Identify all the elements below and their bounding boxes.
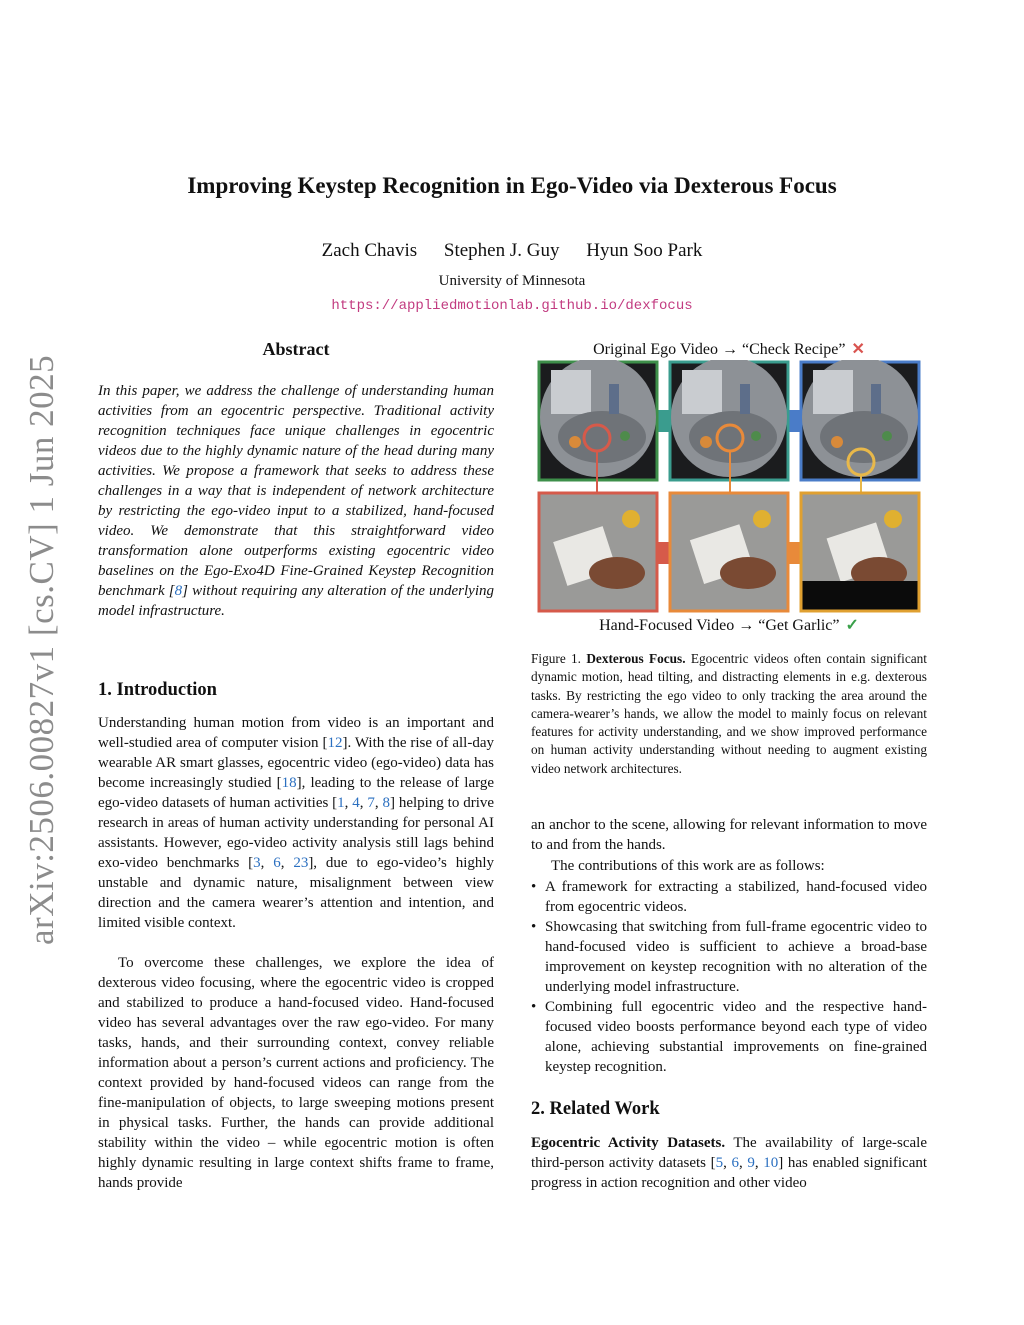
contributions-list (531, 877, 927, 1077)
author-name: Stephen J. Guy (443, 240, 560, 261)
object-item (569, 436, 581, 448)
black-padding (803, 581, 918, 610)
object-item (882, 431, 892, 441)
paragraph-text: , (754, 1155, 764, 1171)
citation-link[interactable]: 8 (174, 583, 183, 599)
check-icon: ✓ (845, 617, 859, 634)
object-item (831, 436, 843, 448)
counter-surface (558, 411, 646, 463)
citation-link[interactable]: 7 (367, 795, 375, 811)
hand-region (589, 557, 645, 589)
citation-link[interactable]: 12 (327, 735, 343, 751)
figure-bottom-caption (531, 615, 927, 635)
abstract-body-end: ] without requiring any alteration of the underlying model infrastructure. (98, 583, 494, 619)
paragraph-text: , (344, 795, 353, 811)
citation-link[interactable]: 3 (253, 855, 261, 871)
paragraph-text: , (723, 1155, 732, 1171)
list-item: • A framework for extracting a stabilized, hand-focused video from egocentric videos. (531, 877, 927, 917)
list-item: • Showcasing that switching from full-frame egocentric video to hand-focused video is sufficient to achieve a broad-base improvement on keystep recognition with no alteration of the underlying model infrastructure. (531, 917, 927, 997)
figure-top-label: Original Ego Video → “Check Recipe” (593, 341, 846, 358)
object-item (753, 510, 771, 528)
paragraph-text: The availability of large-scale third-person activity datasets [ (531, 1135, 927, 1171)
frame-connector (788, 542, 801, 564)
author-list (100, 240, 924, 262)
abstract-heading: Abstract (262, 339, 330, 359)
frame-connector (657, 542, 670, 564)
section-heading-related-work: 2. Related Work (531, 1099, 660, 1119)
hand-region (720, 557, 776, 589)
frame-connector (657, 410, 670, 432)
object-bottle (609, 384, 619, 414)
object-bottle (740, 384, 750, 414)
author-name: Zach Chavis (321, 240, 418, 261)
figure-image-grid (531, 360, 927, 616)
counter-surface (820, 411, 908, 463)
paragraph-run-in-heading: Egocentric Activity Datasets. (531, 1135, 726, 1151)
frame-connector (788, 410, 801, 432)
figure-bottom-label: Hand-Focused Video → “Get Garlic” (599, 617, 840, 634)
list-item: • Combining full egocentric video and the respective hand-focused video boosts performance beyond each type of video alone, achieving substantial improvements on fine-grained keystep recognition. (531, 997, 927, 1077)
figure-caption-label: Figure 1. (531, 651, 581, 666)
paragraph-text: Understanding human motion from video is an important and well-studied area of computer vision [ (98, 715, 494, 751)
citation-link[interactable]: 6 (273, 855, 281, 871)
contributions-intro-paragraph: an anchor to the scene, allowing for relevant information to move to and from the hands. (531, 817, 927, 853)
paragraph-text: ] has enabled significant progress in action recognition and other video (531, 1155, 928, 1191)
figure-1 (531, 336, 927, 636)
object-item (620, 431, 630, 441)
contributions-lead: The contributions of this work are as follows: (551, 858, 825, 874)
section-heading-introduction: 1. Introduction (98, 680, 217, 700)
figure-caption (531, 650, 927, 778)
paragraph-text: , (739, 1155, 748, 1171)
author-name: Hyun Soo Park (586, 240, 703, 261)
room-wall (813, 370, 853, 414)
object-bottle (871, 384, 881, 414)
abstract-body: In this paper, we address the challenge of understanding human activities from an egocentric perspective. Traditional activity recognition techniques face unique challenges in egocentric videos due to the highly dynamic nature of the head during many activities. We propose a framework that seeks to address these challenges in a way that is independent of network architecture by restricting the ego-video input to a stabilized, hand-focused video. We demonstrate that this straightforward video transformation alone outperforms existing egocentric video baselines on the Ego-Exo4D Fine-Grained Keystep Recognition benchmark [ (98, 383, 494, 599)
cross-icon: ✕ (851, 341, 865, 358)
paragraph-text: , (359, 795, 368, 811)
object-item (884, 510, 902, 528)
citation-link[interactable]: 18 (281, 775, 297, 791)
related-work-paragraph (531, 1133, 927, 1193)
citation-link[interactable]: 6 (731, 1155, 739, 1171)
citation-link[interactable]: 1 (337, 795, 345, 811)
object-item (700, 436, 712, 448)
citation-link[interactable]: 5 (715, 1155, 724, 1171)
citation-link[interactable]: 23 (293, 855, 309, 871)
affiliation: University of Minnesota (438, 273, 586, 289)
paragraph-text: ], leading to the release of large ego-video datasets of human activities [ (98, 775, 494, 811)
citation-link[interactable]: 4 (352, 795, 360, 811)
paragraph-text: , (280, 855, 294, 871)
paragraph-text: ], due to ego-video’s highly unstable and dynamic nature, misalignment between view direction and the camera wearer’s attention and intention, and limited visible context. (98, 855, 495, 931)
paper-title: Improving Keystep Recognition in Ego-Video via Dexterous Focus (187, 173, 837, 198)
paragraph-text: ]. With the rise of all-day wearable AR smart glasses, egocentric video (ego-video) data has become increasingly studied [ (98, 735, 494, 791)
arxiv-identifier: arXiv:2506.00827v1 [cs.CV] 1 Jun 2025 (22, 354, 61, 945)
intro-paragraph-1 (98, 713, 494, 933)
object-item (751, 431, 761, 441)
paragraph-text: ] helping to drive research in areas of human activity understanding for personal AI assistants. However, ego-video activity analysis still lags behind exo-video benchmarks [ (98, 795, 495, 871)
object-item (622, 510, 640, 528)
figure-caption-text: Egocentric videos often contain significant dynamic motion, head tilting, and distracting elements in e.g. dexterous tasks. By restricting the ego video to only tracking the area around the camera-wearer’s hands, we allow the model to mainly focus on relevant features for activity understanding, and we show improved performance on human activity understanding without needing to augment existing video network architectures. (531, 651, 927, 776)
project-url-link[interactable]: https://appliedmotionlab.github.io/dexfocus (331, 298, 693, 314)
citation-link[interactable]: 10 (763, 1155, 779, 1171)
abstract-text (98, 381, 494, 621)
citation-link[interactable]: 9 (747, 1155, 755, 1171)
paragraph-text: , (260, 855, 274, 871)
intro-paragraph-2: To overcome these challenges, we explore the idea of dexterous video focusing, where the egocentric video is cropped and stabilized to produce a hand-focused video. Hand-focused video has several advantages over the raw ego-video. For many tasks, hands, and their surrounding context, convey reliable information about a person’s current actions and proficiency. The context provided by hand-focused videos can range from the fine-manipulation of objects, to large sweeping motions present in physical tasks. Further, the hands can provide additional stability within the video – while egocentric motion is often highly dynamic resulting in large context shifts frame to frame, hands provide (98, 955, 494, 1191)
citation-link[interactable]: 8 (382, 795, 390, 811)
figure-caption-title: Dexterous Focus. (586, 651, 686, 666)
room-wall (551, 370, 591, 414)
paragraph-text: , (374, 795, 383, 811)
counter-surface (689, 411, 777, 463)
room-wall (682, 370, 722, 414)
figure-top-caption (531, 339, 927, 359)
